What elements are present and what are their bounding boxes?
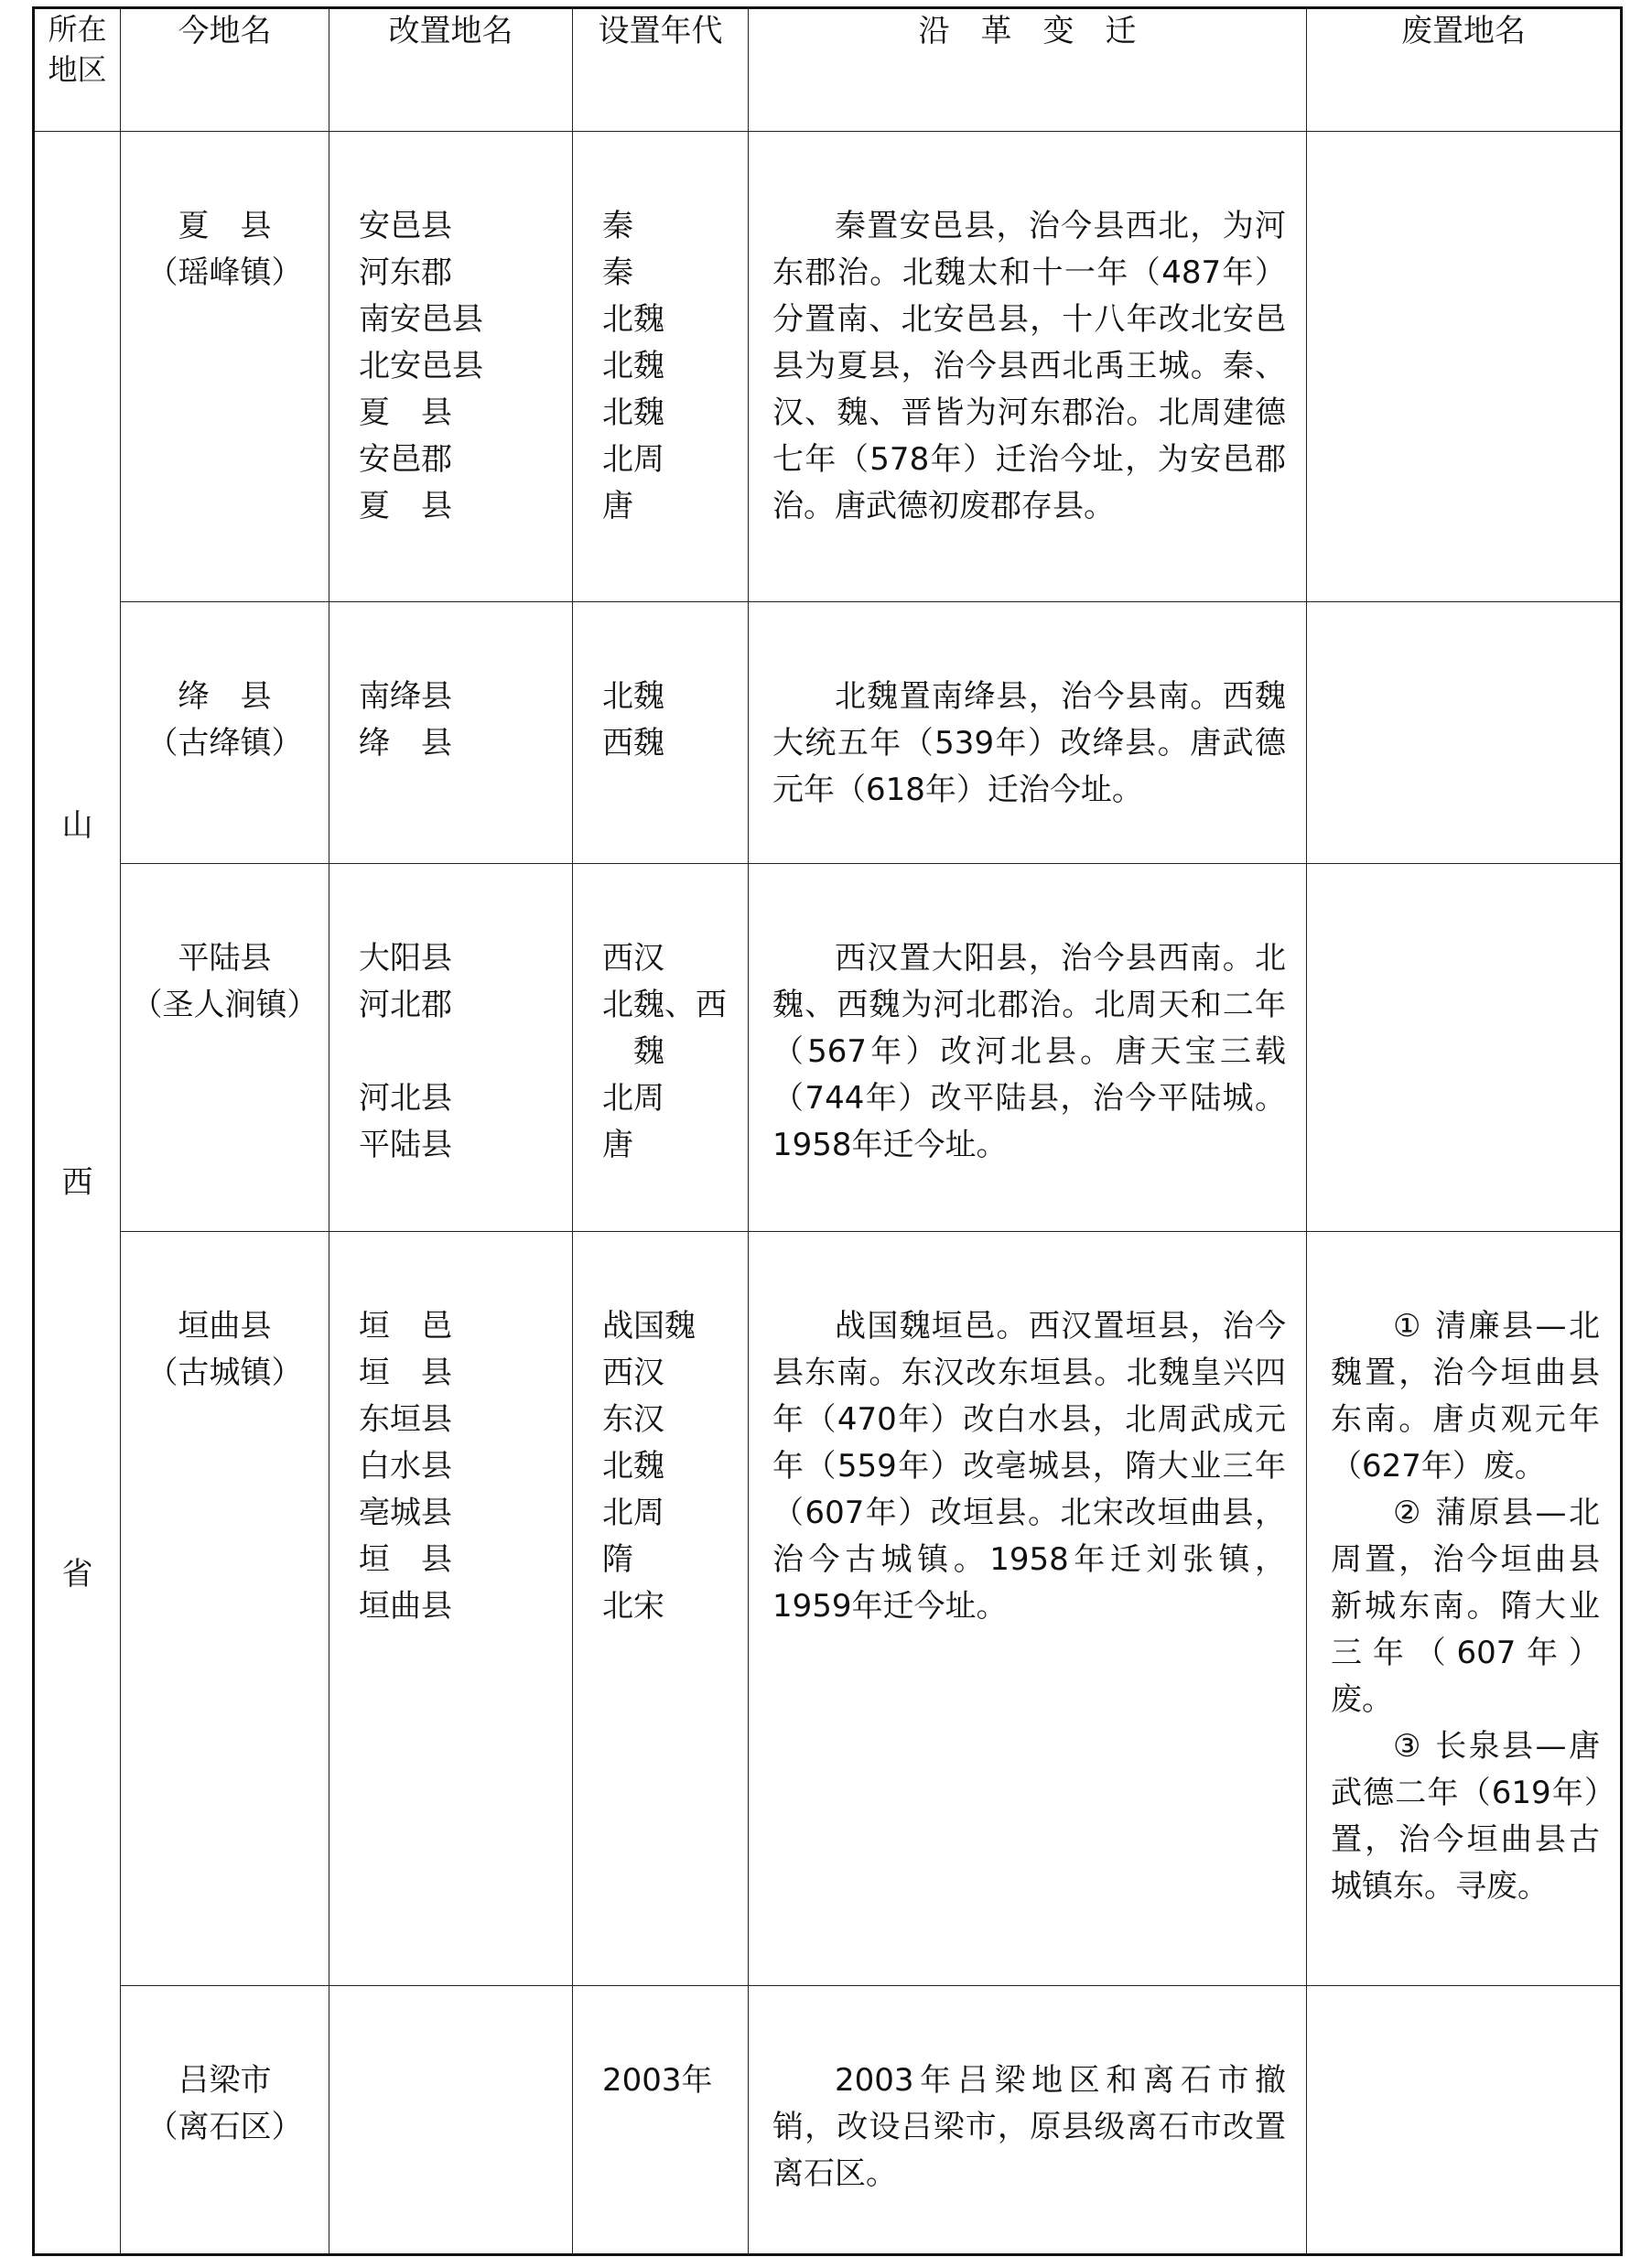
renamed-cell (329, 864, 573, 1232)
list-item: 北魏 (602, 394, 664, 431)
era-cell (573, 602, 749, 864)
header-era: 设置年代 (573, 8, 749, 132)
era-cell (573, 1232, 749, 1986)
abolished-note: ① 清廉县—北魏置，治今垣曲县东南。唐贞观元年（627年）废。 (1331, 1308, 1600, 1485)
list-item (359, 1029, 572, 1075)
region-wrap (35, 132, 120, 2246)
list-item: 夏 县 (359, 394, 452, 431)
list-item: 东汉 (602, 1401, 664, 1438)
abolished-cell (1307, 864, 1622, 1232)
list-item: 河东郡 (359, 254, 452, 291)
list-item: 河北县 (359, 1080, 452, 1117)
history-text: 战国魏垣邑。西汉置垣县，治今县东南。东汉改东垣县。北魏皇兴四年（470年）改白水县，北周武成元年（559年）改亳城县，隋大业三年（607年）改垣县。北宋改垣曲县，治今古城镇。1958年迁刘张镇，1959年迁今址。 (772, 1308, 1286, 1625)
list-item: 绛 县 (359, 725, 452, 761)
list-item: 北安邑县 (359, 348, 483, 384)
list-item: 南安邑县 (359, 301, 483, 338)
era-cell (573, 1986, 749, 2255)
history-text: 2003年吕梁地区和离石市撤销，改设吕梁市，原县级离石市改置离石区。 (772, 2062, 1286, 2192)
history-cell (749, 1986, 1307, 2255)
era-cell (573, 864, 749, 1232)
list-item: 垣 县 (359, 1541, 452, 1578)
header-region-label: 所在地区 (48, 12, 107, 87)
region-char: 西 (61, 1164, 93, 1201)
history-cell (749, 1232, 1307, 1986)
current-name-cell (121, 132, 329, 602)
list-item: 秦 (602, 254, 633, 291)
table-row (34, 602, 1622, 864)
list-item: 夏 县 (359, 488, 452, 524)
region-cell (34, 132, 121, 2255)
region-char: 省 (61, 1556, 93, 1593)
list-item: 安邑郡 (359, 441, 452, 478)
list-item: 西魏 (602, 725, 664, 761)
list-item: 安邑县 (359, 208, 452, 244)
abolished-cell (1307, 132, 1622, 602)
current-name-cell (121, 1232, 329, 1986)
list-item: 秦 (602, 208, 633, 244)
list-item: 隋 (602, 1541, 633, 1578)
abolished-cell (1307, 1986, 1622, 2255)
list-item: 平陆县 (359, 1127, 452, 1163)
list-item: 西汉 (602, 940, 664, 977)
era-cell (573, 132, 749, 602)
county-name: 垣曲县 (178, 1308, 272, 1344)
list-item: 北周 (602, 1080, 664, 1117)
abolished-note: ③ 长泉县—唐武德二年（619年）置，治今垣曲县古城镇东。寻废。 (1331, 1728, 1600, 1905)
list-item: 河北郡 (359, 987, 452, 1023)
table-row (34, 1986, 1622, 2255)
renamed-cell (329, 1232, 573, 1986)
county-name: 吕梁市 (178, 2062, 272, 2099)
list-item: 南绛县 (359, 678, 452, 715)
header-region (34, 8, 121, 132)
county-seat: （古城镇） (146, 1355, 303, 1391)
list-item: 北宋 (602, 1588, 664, 1625)
current-name-cell (121, 864, 329, 1232)
renamed-cell (329, 602, 573, 864)
county-name: 平陆县 (178, 940, 272, 977)
county-seat: （圣人涧镇） (131, 987, 319, 1023)
abolished-cell (1307, 602, 1622, 864)
header-row (34, 8, 1622, 132)
list-item: 亳城县 (359, 1495, 452, 1531)
list-item: 北周 (602, 441, 664, 478)
current-name-cell (121, 602, 329, 864)
header-abolished: 废置地名 (1307, 8, 1622, 132)
county-seat: （瑶峰镇） (146, 254, 303, 291)
list-item: 大阳县 (359, 940, 452, 977)
history-cell (749, 602, 1307, 864)
list-item: 北魏 (602, 678, 664, 715)
list-item: 唐 (602, 488, 633, 524)
list-item: 白水县 (359, 1448, 452, 1485)
history-text: 北魏置南绛县，治今县南。西魏大统五年（539年）改绛县。唐武德元年（618年）迁治今址。 (772, 678, 1286, 808)
renamed-cell (329, 132, 573, 602)
renamed-cell (329, 1986, 573, 2255)
list-item: 唐 (602, 1127, 633, 1163)
list-item: 北魏、西 (602, 987, 727, 1023)
county-name: 绛 县 (178, 678, 272, 715)
list-item: 东垣县 (359, 1401, 452, 1438)
header-current-name: 今地名 (121, 8, 329, 132)
list-item: 2003年 (602, 2062, 713, 2099)
history-text: 西汉置大阳县，治今县西南。北魏、西魏为河北郡治。北周天和二年（567年）改河北县。唐天宝三载（744年）改平陆县，治今平陆城。1958年迁今址。 (772, 940, 1286, 1163)
list-item: 西汉 (602, 1355, 664, 1391)
table-row (34, 132, 1622, 602)
list-item: 北魏 (602, 1448, 664, 1485)
history-table (32, 6, 1623, 2256)
county-seat: （古绛镇） (146, 725, 303, 761)
list-item: 北魏 (602, 301, 664, 338)
table-row (34, 864, 1622, 1232)
county-name: 夏 县 (178, 208, 272, 244)
history-text: 秦置安邑县，治今县西北，为河东郡治。北魏太和十一年（487年）分置南、北安邑县，十八年改北安邑县为夏县，治今县西北禹王城。秦、汉、魏、晋皆为河东郡治。北周建德七年（578年）迁治今址，为安邑郡治。唐武德初废郡存县。 (772, 208, 1286, 524)
list-item: 北周 (602, 1495, 664, 1531)
county-seat: （离石区） (146, 2109, 303, 2145)
list-item: 战国魏 (602, 1308, 696, 1344)
header-renamed: 改置地名 (329, 8, 573, 132)
list-item: 垣 邑 (359, 1308, 452, 1344)
history-cell (749, 864, 1307, 1232)
header-history: 沿 革 变 迁 (749, 8, 1307, 132)
current-name-cell (121, 1986, 329, 2255)
list-item: 魏 (602, 1033, 664, 1070)
list-item: 垣曲县 (359, 1588, 452, 1625)
abolished-cell (1307, 1232, 1622, 1986)
history-cell (749, 132, 1307, 602)
table-row (34, 1232, 1622, 1986)
region-char: 山 (61, 807, 93, 844)
list-item: 北魏 (602, 348, 664, 384)
abolished-note: ② 蒲原县—北周置，治今垣曲县新城东南。隋大业三年（607年）废。 (1331, 1495, 1600, 1718)
list-item: 垣 县 (359, 1355, 452, 1391)
